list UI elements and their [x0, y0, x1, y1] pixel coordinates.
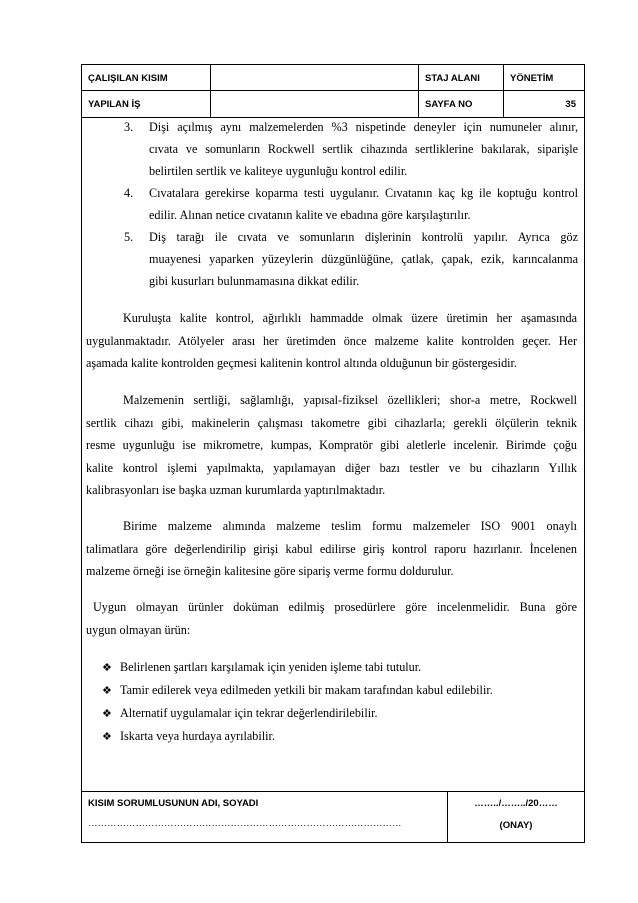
item-line: Cıvatalara gerekirse koparma testi uygulanır. Cıvatanın kaç kg ile koptuğu kontrol [149, 186, 578, 200]
divider [210, 91, 211, 117]
header-row-unit [81, 64, 585, 91]
page-label: SAYFA NO [425, 98, 473, 110]
header-row-work [81, 90, 585, 118]
paragraph [86, 389, 577, 502]
item-line: Dişi açılmış aynı malzemelerden %3 nispetinde deneyler için numuneler alınır, [149, 120, 578, 134]
item-line: muayenesi yaparken yüzeylerin düzgünlüğüne, çatlak, çapak, ezik, karıncalanma [149, 252, 578, 266]
paragraph [86, 307, 577, 375]
paragraph-line: resme uygunluğu ise mikrometre, kumpas, Kompratör gibi aletlerle incelenir. Birimde çoğu [86, 438, 577, 452]
paragraph-line: malzeme örneği ise örneğin kalitesine göre sipariş verme formu doldurulur. [86, 564, 454, 578]
work-label: YAPILAN İŞ [88, 98, 141, 110]
area-label: STAJ ALANI [425, 72, 480, 84]
bullet-item [102, 725, 275, 747]
content-body [81, 118, 585, 791]
responsible-name-field: ……………………………………………………………………………………… [88, 818, 402, 829]
bullet-item [102, 679, 493, 701]
divider [503, 65, 504, 91]
item-line: cıvata ve somunların Rockwell sertlik cihazında sertliklerine bakılarak, siparişle [149, 142, 578, 156]
paragraph-line: kalibrasyonları ise başka uzman kurumlarda yaptırılmaktadır. [86, 483, 386, 497]
paragraph-line: aşamada kalite kontrolden geçmesi kalitenin kontrol altında olduğunun bir göstergesidir. [86, 356, 517, 370]
item-number: 5. [124, 230, 134, 244]
bullet-text: Iskarta veya hurdaya ayrılabilir. [120, 729, 275, 743]
paragraph [86, 515, 577, 583]
bullet-text: Belirlenen şartları karşılamak için yeniden işleme tabi tutulur. [120, 660, 422, 674]
approval-label: (ONAY) [499, 820, 533, 831]
diamond-bullet-icon: ❖ [102, 708, 112, 720]
diamond-bullet-icon: ❖ [102, 662, 112, 674]
item-line: gibi kusurları bulunmamasına dikkat edilir. [149, 274, 360, 288]
item-line: belirtilen sertlik ve kaliteye uygunluğu kontrol edilir. [149, 164, 408, 178]
date-field: ……../……../20…… [474, 798, 558, 809]
responsible-label: KISIM SORUMLUSUNUN ADI, SOYADI [88, 798, 259, 809]
item-line: Diş tarağı ile cıvata ve somunların dişlerinin kontrolü yapılır. Ayrıca göz [149, 230, 578, 244]
paragraph-line: uygulanmaktadır. Atölyeler arası her üretimden önce malzeme kalite kontrolden geçer. Her [86, 333, 577, 348]
paragraph-line: Birime malzeme alımında malzeme teslim formu malzemeler ISO 9001 onaylı [123, 519, 577, 533]
paragraph-line: kalite kontrol işlemi yapılmakta, yapılamayan diğer bazı testler ve bu cihazların Yıllık [86, 460, 577, 475]
area-value: YÖNETİM [510, 72, 554, 84]
divider [418, 65, 419, 91]
signature-footer [81, 791, 585, 843]
unit-label: ÇALIŞILAN KISIM [88, 72, 168, 84]
item-number: 4. [124, 186, 134, 200]
paragraph-line: uygun olmayan ürün: [86, 622, 191, 637]
divider [503, 91, 504, 117]
paragraph [86, 596, 577, 641]
item-number: 3. [124, 120, 134, 134]
paragraph-line: Uygun olmayan ürünler doküman edilmiş prosedürlere göre incelenmelidir. Buna göre [93, 600, 577, 614]
paragraph-line: Malzemenin sertliği, sağlamlığı, yapısal-fiziksel özellikleri; shor-a metre, Rockwell [123, 393, 577, 407]
diamond-bullet-icon: ❖ [102, 731, 112, 743]
bullet-text: Tamir edilerek veya edilmeden yetkili bir makam tarafından kabul edilebilir. [120, 683, 493, 697]
divider [418, 91, 419, 117]
divider [210, 65, 211, 91]
paragraph-line: Kuruluşta kalite kontrol, ağırlıklı hammadde olmak üzere üretimin her aşamasında [123, 311, 577, 325]
paragraph-line: sertlik cihazı gibi, makinelerin çalışması takometre gibi cihazlarla; gerekli ölçülerin teknik [86, 415, 577, 430]
page-number: 35 [565, 98, 576, 110]
bullet-item [102, 656, 421, 678]
bullet-item [102, 702, 378, 724]
bullet-text: Alternatif uygulamalar için tekrar değerlendirilebilir. [120, 706, 378, 720]
diamond-bullet-icon: ❖ [102, 685, 112, 697]
paragraph-line: talimatlara göre değerlendirilip girişi kabul edilirse giriş kontrol raporu hazırlanır. İncelenen [86, 541, 577, 556]
item-line: edilir. Alınan netice cıvatanın kalite ve ebadına göre karşılaştırılır. [149, 208, 471, 222]
